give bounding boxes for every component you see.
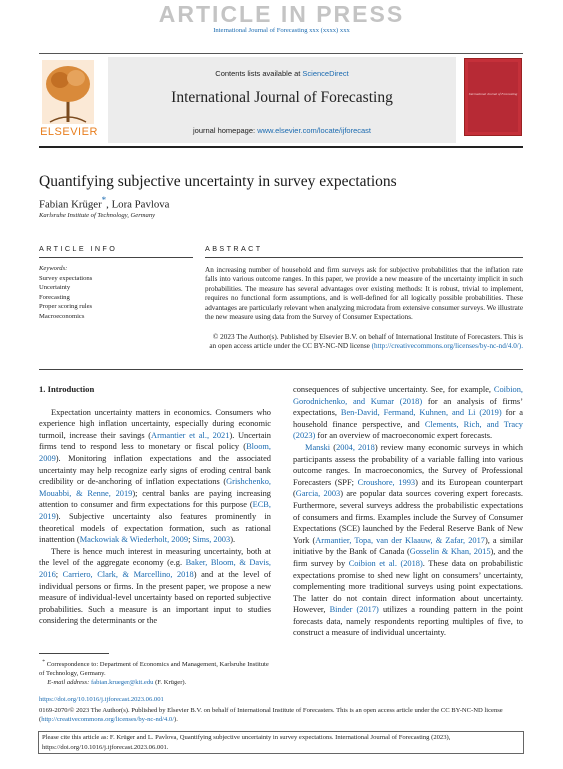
email-suffix: (F. Krüger). — [155, 678, 187, 686]
text: for an analysis of firms’ expectations, — [293, 396, 523, 418]
text: ( — [330, 442, 337, 452]
paragraph — [293, 442, 523, 639]
text: ). — [230, 535, 236, 545]
text: ), a similar initiative by the Bank of Canada ( — [293, 535, 523, 557]
license-text: ). — [174, 716, 178, 724]
affiliation: Karlsruhe Institute of Technology, Germany — [39, 212, 156, 219]
text: for a household finance perspective, and — [293, 408, 523, 429]
sciencedirect-link[interactable]: ScienceDirect — [302, 69, 349, 78]
text: ) and its European counterpart ( — [293, 477, 523, 499]
citation-link[interactable]: Coibion et al. (2018) — [348, 558, 423, 568]
citation-link[interactable]: Carriero, Clark, & Marcellino, 2018 — [62, 569, 194, 579]
correspondence-text: Correspondence to: Department of Economics and Management, Karlsruhe Institute of Technology, Germany. — [39, 661, 269, 677]
text: for an overview of macroeconomic expert forecasts. — [315, 431, 493, 441]
license-url-link[interactable]: http://creativecommons.org/licenses/by-nc-nd/4.0/ — [41, 716, 175, 724]
divider — [39, 53, 523, 54]
keywords-label: Keywords: — [39, 265, 68, 272]
author-separator: , — [106, 198, 112, 211]
license-text: 0169-2070/© 2023 The Author(s). Published by Elsevier B.V. on behalf of International Institute of Forecasters. This is an open access article under the CC BY-NC-ND license ( — [39, 707, 503, 724]
citation-link[interactable]: Mackowiak & Wiederholt, 2009 — [79, 535, 189, 545]
keyword: Forecasting — [39, 293, 70, 301]
citation-link[interactable]: Coibion, Gorodnichenko, and Kumar (2018) — [293, 385, 523, 406]
citation-link[interactable]: Armantier, Topa, van der Klaauw, & Zafar, 2017 — [315, 535, 485, 545]
journal-reference[interactable]: International Journal of Forecasting xxx (xxxx) xxx — [213, 27, 350, 34]
correspondence-note — [39, 658, 271, 679]
citation-link[interactable]: Gosselin & Khan, 2015 — [409, 547, 491, 557]
citation-link[interactable]: Manski — [305, 442, 331, 452]
keywords-block — [39, 264, 92, 321]
citation-link[interactable]: Bloom, 2009 — [39, 442, 271, 463]
citation-link[interactable]: Garcia, 2003 — [295, 489, 341, 499]
text: utilizes a rounding pattern in the point forecasts data, namely respondents reporting multiples of five, to construct a measure of individual uncertainty. — [293, 605, 524, 638]
text: There is hence much interest in measuring uncertainty, both at the level of the aggregate economy (e.g. — [39, 546, 271, 568]
contents-prefix: Contents lists available at — [215, 69, 303, 78]
text: ) and at the level of individual persons or firms. In the present paper, we propose a new measure of individual-level uncertainty based on reported subjective probabilities. Such a measure is an important input to studies considering the determinants or the — [39, 569, 271, 626]
divider — [39, 146, 523, 148]
text: ; — [188, 535, 193, 545]
text: ), and the firm survey by — [293, 547, 524, 568]
footnote-mark: * — [42, 659, 46, 665]
citation-link[interactable]: 2004, 2018 — [336, 442, 375, 452]
journal-title: International Journal of Forecasting — [171, 89, 393, 106]
text: . These data on probabilistic expectations promise to shed new light on consumers’ uncertainty, complementing more traditional surveys using point expectations. The latter do not contain direct information about uncertainty. However, — [293, 558, 524, 615]
homepage-line — [108, 126, 456, 135]
author-name: Fabian Krüger — [39, 198, 102, 211]
citation-link[interactable]: Armantier et al., 2021 — [151, 430, 230, 440]
article-in-press-banner: ARTICLE IN PRESS — [158, 1, 405, 27]
footnote-divider — [39, 653, 109, 654]
license-statement — [39, 706, 523, 725]
journal-cover-panel — [468, 62, 518, 132]
copyright-text: © 2023 The Author(s). Published by Elsevier B.V. on behalf of International Institute of Forecasters. This is an open access article under the CC BY-NC-ND license — [209, 333, 523, 351]
email-note — [39, 679, 271, 688]
citation-link[interactable]: Binder (2017) — [329, 605, 379, 615]
contents-line — [108, 69, 456, 78]
keyword: Proper scoring rules — [39, 303, 93, 310]
doi-link[interactable]: https://doi.org/10.1016/j.ijforecast.2023.06.001 — [39, 696, 164, 703]
body-column-left — [39, 384, 271, 627]
abstract-copyright — [205, 333, 523, 352]
citation-link[interactable]: Ben-David, Fermand, Kuhnen, and Li (2019) — [340, 408, 502, 418]
divider — [39, 257, 193, 258]
keyword: Uncertainty — [39, 284, 71, 291]
citation-link[interactable]: Baker, Bloom, & Davis, 2016 — [39, 558, 271, 579]
keyword: Macroeconomics — [39, 312, 85, 320]
divider — [39, 369, 523, 370]
text: ). Monitoring inflation expectations and the associated uncertainty may help recognize early signs of eroding central bank credibility or de-anchoring of inflation expectations ( — [39, 453, 271, 487]
text: Expectation uncertainty matters in economics. Consumers who experience high inflation uncertainty, especially during economic turmoil, increase their savings ( — [39, 407, 271, 440]
keyword: Survey expectations — [39, 274, 93, 282]
elsevier-wordmark: ELSEVIER — [40, 126, 98, 138]
author-list — [39, 195, 169, 211]
abstract-text: An increasing number of household and firm surveys ask for subjective probabilities that the inflation rate falls into various outcome ranges. In this paper, we provide a new measure of the uncertainty implicit in such probabilities. The measure has several advantages over existing methods: It is robust, trivial to implement, requires no functional form assumptions, and is well-defined for all logically possible probabilities. These advantages are particularly relevant when analyzing microdata from extensive consumer surveys. We illustrate the new measure using data from the Survey of Consumer Expectations. — [205, 266, 524, 322]
divider — [205, 257, 523, 258]
license-link[interactable]: (http://creativecommons.org/licenses/by-nc-nd/4.0/). — [371, 342, 523, 351]
email-label: E-mail address: — [47, 678, 90, 686]
journal-cover-title: International Journal of Forecasting — [468, 92, 518, 96]
paragraph — [39, 546, 271, 627]
citation-link[interactable]: Croushore, 1993 — [357, 477, 416, 487]
corresponding-author-mark[interactable]: * — [101, 195, 107, 205]
text: ; — [55, 569, 63, 579]
citation-link[interactable]: Grishchenko, Mouabbi, & Renne, 2019 — [39, 477, 271, 498]
footnote — [39, 658, 271, 688]
abstract-heading: ABSTRACT — [205, 244, 263, 253]
author-name: Lora Pavlova — [111, 198, 170, 211]
homepage-prefix: journal homepage: — [192, 126, 258, 135]
text: ); central banks are paying increasing attention to consumer and firm expectations for this purpose ( — [39, 488, 271, 510]
paragraph — [293, 384, 523, 442]
citation-text: Please cite this article as: F. Krüger and L. Pavlova, Quantifying subjective uncertainty in survey expectations. International Journal of Forecasting (2023), https://doi.org/10.1016/j.ijforecast.2023.06.001. — [42, 734, 451, 751]
citation-link[interactable]: Clements, Rich, and Tracy (2023) — [293, 419, 523, 441]
email-link[interactable]: fabian.krueger@kit.edu — [90, 678, 154, 686]
section-heading: 1. Introduction — [39, 384, 95, 394]
text: consequences of subjective uncertainty. See, for example, — [293, 385, 494, 394]
citation-link[interactable]: Sims, 2003 — [192, 535, 231, 545]
text: ) are popular data sources covering expert forecasts. Furthermore, several surveys address the probabilistic expectations of consumers and firms. Examples include the Survey of Consumer Expectations (SCE) launched by the Federal Reserve Bank of New York ( — [293, 489, 523, 545]
paper-title: Quantifying subjective uncertainty in survey expectations — [39, 173, 397, 190]
journal-homepage-link[interactable]: www.elsevier.com/locate/ijforecast — [257, 126, 371, 135]
text: ). Uncertain firms tend to respond less to monetary or fiscal policy ( — [39, 430, 271, 452]
text: ) review many economic surveys in which participants assess the probability of a variable falling into various outcome ranges. In macroeconomics, the Survey of Professional Forecasters (SPF; — [293, 442, 523, 487]
text: ). Subjective uncertainty also features prominently in theoretical models of expectation formation, such as rational inattention ( — [39, 511, 271, 545]
citation-link[interactable]: ECB, 2019 — [39, 500, 271, 521]
paragraph — [39, 407, 271, 546]
article-info-heading: ARTICLE INFO — [39, 244, 118, 253]
body-column-right — [293, 384, 523, 639]
